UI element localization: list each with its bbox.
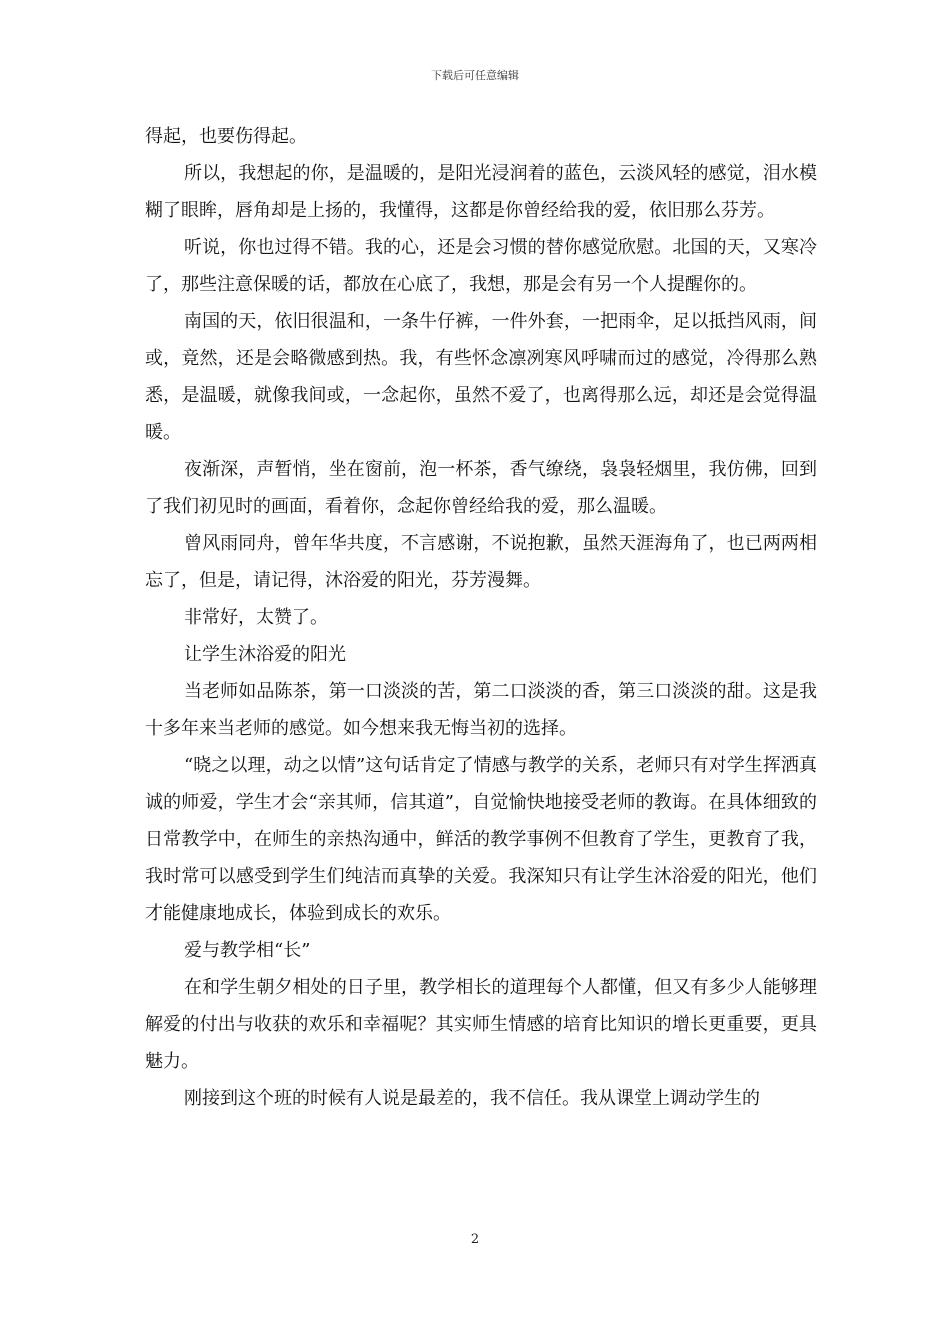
paragraph: 当老师如品陈茶，第一口淡淡的苦，第二口淡淡的香，第三口淡淡的甜。这是我十多年来当老师的感觉。如今想来我无悔当初的选择。: [145, 681, 817, 739]
paragraph: 非常好，太赞了。: [184, 607, 328, 628]
page-number: 2: [470, 1232, 480, 1247]
paragraph: 听说，你也过得不错。我的心，还是会习惯的替你感觉欣慰。北国的天，又寒冷了，那些注意保暖的话，都放在心底了，我想，那是会有另一个人提醒你的。: [145, 237, 817, 295]
paragraph: 曾风雨同舟，曾年华共度，不言感谢，不说抱歉，虽然天涯海角了，也已两两相忘了，但是，请记得，沐浴爱的阳光，芬芳漫舞。: [145, 533, 817, 591]
paragraph: 刚接到这个班的时候有人说是最差的，我不信任。我从课堂上调动学生的: [184, 1088, 760, 1109]
paragraph: 南国的天，依旧很温和，一条牛仔裤，一件外套，一把雨伞，足以抵挡风雨，间或，竟然，还是会略微感到热。我，有些怀念凛冽寒风呼啸而过的感觉，冷得那么熟悉，是温暖，就像我间或，一念起你，虽然不爱了，也离得那么远，却还是会觉得温暖。: [145, 311, 817, 443]
paragraph: “晓之以理，动之以情”这句话肯定了情感与教学的关系，老师只有对学生挥洒真诚的师爱，学生才会“亲其师，信其道”，自觉愉快地接受老师的教诲。在具体细致的日常教学中，在师生的亲热沟通中，鲜活的教学事例不但教育了学生，更教育了我，我时常可以感受到学生们纯洁而真挚的关爱。我深知只有让学生沐浴爱的阳光，他们才能健康地成长，体验到成长的欢乐。: [145, 755, 817, 924]
section-heading: 爱与教学相“长”: [184, 940, 311, 961]
paragraph: 得起，也要伤得起。: [145, 126, 307, 147]
section-heading: 让学生沐浴爱的阳光: [184, 644, 346, 665]
page-header: 下载后可任意编辑: [431, 69, 519, 82]
paragraph: 在和学生朝夕相处的日子里，教学相长的道理每个人都懂，但又有多少人能够理解爱的付出与收获的欢乐和幸福呢？其实师生情感的培育比知识的增长更重要，更具魅力。: [145, 977, 817, 1072]
paragraph: 夜渐深，声暂悄，坐在窗前，泡一杯茶，香气缭绕，袅袅轻烟里，我仿佛，回到了我们初见时的画面，看着你，念起你曾经给我的爱，那么温暖。: [145, 459, 817, 517]
paragraph: 所以，我想起的你，是温暖的，是阳光浸润着的蓝色，云淡风轻的感觉，泪水模糊了眼眸，唇角却是上扬的，我懂得，这都是你曾经给我的爱，依旧那么芬芳。: [145, 163, 817, 221]
document-body: [145, 118, 817, 1117]
